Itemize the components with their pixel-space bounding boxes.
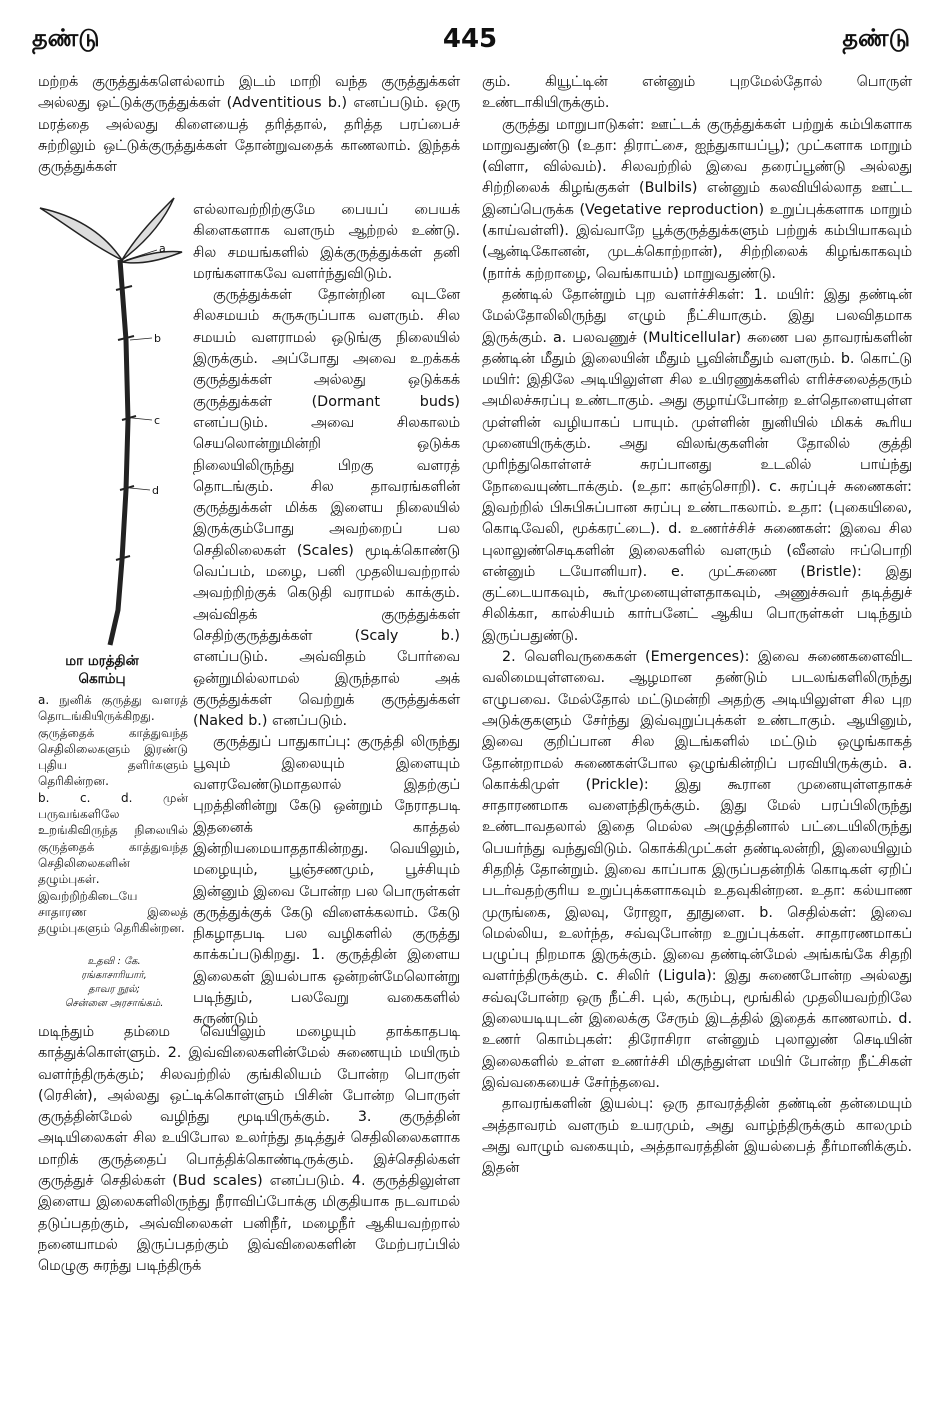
credit-line: ரங்காசாரியார், [81,970,147,981]
mango-branch-illustration [22,190,190,650]
mango-branch-figure [22,190,190,650]
figure-label-d: d [152,484,159,497]
page-header [0,24,940,64]
page-number: 445 [442,24,498,54]
credit-line: உதவி : கே. [87,956,141,967]
figure-label-c: c [154,414,161,427]
paragraph: தண்டில் தோன்றும் புற வளர்ச்சிகள்: 1. மயிர்: இது தண்டின் மேல்தோலிலிருந்து எழும் நீட்சியாகும். இது பலவிதமாக இருக்கும். a. பலவணுச் (Multicellular) சுணை பல தாவரங்களின் தண்டின் மீதும் இலையின் மீதும் பூவின்மீதும் வளரும். b. கொட்டு மயிர்: இதிலே அடியிலுள்ள சில உயிரணுக்களில் எரிச்சலைத்தரும் அமிலச்சுரப்பு உண்டாகும். அது குழாய்போன்ற உள்தொளையுள்ள முள்ளின் வழியாகப் பாயும். முள்ளின் நுனியில் மிகக் கூரிய முனையிருக்கும். அது விலங்குகளின் தோலில் குத்தி முரிந்துகொள்ளச் சுரப்பானது உடலில் பாய்ந்து நோவையுண்டாக்கும். (உதா: காஞ்சொறி). c. சுரப்புச் சுணைகள்: இவற்றில் பிசுபிசுப்பான சுரப்பு உண்டாகலாம். உதா: (புகையிலை, கொடிவேலி, மூக்கரட்டை). d. உணர்ச்சிச் சுணைகள்: இவை சில புலாலுண்செடிகளின் இலைகளில் வளரும் (வீனஸ் ஈப்பொறி என்னும் டயோனியா). e. முட்சுணை (Bristle): இது குட்டையாகவும், கூர்முனையுள்ளதாகவும், அணுச்சுவர் தடித்துச் சிலிக்கா, கால்சியம் கார்பனேட் ஆகிய பொருள்கள் படிந்தும் இருப்பதுண்டு. [482,286,912,644]
paragraph: குருத்துக்கள் தோன்றின வுடனே சிலசமயம் சுருசுருப்பாக வளரும். சில சமயம் வளராமல் ஒடுங்கு நிலையில் இருக்கும். அப்போது அவை உறக்கக் குருத்துக்கள் அல்லது ஒடுக்கக் குருத்துக்கள் (Dormant buds) எனப்படும். அவை சிலகாலம் செயலொன்றுமின்றி ஒடுக்க நிலையிலிருந்து பிறகு வளரத் தொடங்கும். சில தாவரங்களின் குருத்துக்கள் மிக்க இளைய நிலையில் இருக்கும்போது அவற்றைப் பல செதிலிலைகள் (Scales) மூடிக்கொண்டு வெப்பம், மழை, பனி முதலியவற்றால் அவற்றிற்குக் கெடுதி வராமல் காக்கும். அவ்விதக் குருத்துக்கள் செதிற்குருத்துக்கள் (Scaly b.) எனப்படும். அவ்விதம் போர்வை ஒன்றுமில்லாமல் இருந்தால் அக் குருத்துக்கள் வெற்றுக் குருத்துக்கள் (Naked b.) எனப்படும். [193,287,460,730]
caption-bcd: b. c. d. முன் பருவங்களிலே உறங்கிவிருந்த நிலையில் குருத்தைக் காத்துவந்த செதிலிலைகளின் தழும்புகள். இவற்றிற்கிடையே சாதாரண இலைத் தழும்புகளும் தெரிகின்றன. [38,790,188,936]
paragraph: மற்றக் குருத்துக்களெல்லாம் இடம் மாறி வந்த குருத்துக்கள் அல்லது ஒட்டுக்குருத்துக்கள் (Adventitious b.) எனப்படும். ஒரு மரத்தை அல்லது கிளையைத் தரித்தால், தரித்த பரப்பைச் சுற்றிலும் ஒட்டுக்குருத்துக்கள் தோன்றுவதைக் காணலாம். இந்தக் குருத்துக்கள் [38,74,460,176]
paragraph: மடிந்தும் தம்மை வெயிலும் மழையும் தாக்காதபடி காத்துக்கொள்ளும். 2. இவ்விலைகளின்மேல் சுணையும் மயிரும் வளர்ந்திருக்கும்; சிலவற்றில் குங்கிலியம் போன்ற பொருள் (ரெசின்), அல்லது ஒட்டிக்கொள்ளும் பிசின் போன்ற பொருள் குருத்தின்மேல் வழிந்து மூடியிருக்கும். 3. குருத்தின் அடியிலைகள் சில உயிபோல உலர்ந்து தடித்துச் செதிலிலைகளாக மாறிக் குருத்தைப் பொத்திக்கொண்டிருக்கும். இச்செதில்கள் குருத்துச் செதில்கள் (Bud scales) எனப்படும். 4. குருத்திலுள்ள இளைய இலைகளிலிருந்து நீராவிப்போக்கு மிகுதியாக நடவாமல் தடுப்பதற்கும், அவ்விலைகள் பனிநீர், மழைநீர் ஆகியவற்றால் நனையாமல் இருப்பதற்கும் இவ்விலைகளின் மேற்பரப்பில் மெழுகு சுரந்து படிந்திருக் [38,1024,460,1275]
figure-caption [38,692,188,936]
figure-title-line: மா மரத்தின் [65,653,139,669]
figure-label-a: a [159,242,166,255]
left-column-top [38,72,460,178]
credit-line: தாவர நூல்; [88,984,140,995]
left-column-middle [193,200,460,1031]
left-column-bottom [38,1022,460,1278]
paragraph: 2. வெளிவருகைகள் (Emergences): இவை சுணைகளைவிட வலிமையுள்ளவை. ஆழமான தண்டும் படலங்களிலிருந்து எழுபவை. மேல்தோல் மட்டுமன்றி அதற்கு அடியிலுள்ள சில புற அடுக்குகளும் சேர்ந்து இவ்வுறுப்புக்கள் உண்டாகும். ஆயினும், இவை குறிப்பான சில இடங்களில் மட்டும் ஒழுங்காகத் தோன்றாமல் சுணைகள்போல ஒழுங்கின்றிப் பரவியிருக்கும். a. கொக்கிமுள் (Prickle): இது கூரான முனையுள்ளதாகச் சாதாரணமாக வளைந்திருக்கும். இது மேல் பரப்பிலிருந்து உண்டாவதலால் இதை மெல்ல அழுத்தினால் பட்டையிலிருந்து பெயர்ந்து வந்துவிடும். கொக்கிமுட்கள் தண்டிலன்றி, இலையிலும் சிதறித் தோன்றும். இவை காப்பாக இருப்பதன்றிக் கொடிகள் ஏறிப் படர்வதற்குரிய உறுப்புக்களாகவும் உதவுகின்றன. உதா: கல்யாண முருங்கை, இலவு, ரோஜா, தூதுளை. b. செதில்கள்: இவை மெல்லிய, உலர்ந்த, சவ்வுபோன்ற உறுப்புக்கள். சாதாரணமாகப் பழுப்பு நிறமாக இருக்கும். இவை தண்டின்மேல் அங்கங்கே சிதறி வளர்ந்திருக்கும். c. சிலிர் (Ligula): இது சுணைபோன்ற அல்லது சவ்வுபோன்ற ஒரு நீட்சி. புல், கரும்பு, மூங்கில் முதலியவற்றிலே இலையடியுடன் இலைக்கு சேரும் இடத்தில் இதைக் காணலாம். d. உணர் கொம்புகள்: திரோசிரா என்னும் புலாலுண் செடியின் இலைகளில் உள்ள உணர்ச்சி மிகுந்துள்ள மயிர் போன்ற நீட்சிகள் இவ்வகையைச் சேர்ந்தவை. [482,649,912,1091]
figure-title-line: கொம்பு [78,671,126,687]
figure-label-b: b [154,332,161,345]
caption-a: a. நுனிக் குருத்து வளரத் தொடங்கியிருக்கிறது. குருத்தைக் காத்துவந்த செதிலிலைகளும் இரண்டு புதிய தளிர்களும் தெரிகின்றன. [38,693,188,789]
running-head-left: தண்டு [32,24,100,52]
right-column [482,72,912,1179]
figure-title [22,652,182,688]
paragraph: தாவரங்களின் இயல்பு: ஒரு தாவரத்தின் தண்டின் தன்மையும் அத்தாவரம் வளரும் உயரமும், அது வாழ்ந்திருக்கும் காலமும் அது வாழும் வகையும், அத்தாவரத்தின் இயல்பைத் தீர்மானிக்கும். இதன் [482,1096,912,1177]
figure-credit [38,955,190,1011]
running-head-right: தண்டு [842,24,910,52]
paragraph: கும். கியூட்டின் என்னும் புறமேல்தோல் பொருள் உண்டாகியிருக்கும். [482,74,912,112]
paragraph: குருத்து மாறுபாடுகள்: ஊட்டக் குருத்துக்கள் பற்றுக் கம்பிகளாக மாறுவதுண்டு (உதா: திராட்சை, ஐந்துகாயப்பூ); முட்களாக மாறும் (விளா, வில்வம்). சிலவற்றில் இவை தரைப்பூண்டு அல்லது சிற்றிலைக் கிழங்குகள் (Bulbils) என்னும் கலவியில்லாத ஊட்ட இனப்பெருக்க (Vegetative reproduction) உறுப்புக்களாக மாறும் (காய்வள்ளி). இவ்வாறே பூக்குருத்துக்களும் பற்றுக் கம்பியாகவும் (ஆன்டிகோனன், முடக்கொற்றான்), சிற்றிலைக் கிழங்காகவும் (நார்க் கற்றாழை, வெங்காயம்) மாறுவதுண்டு. [482,116,912,282]
credit-line: சென்னை அரசாங்கம். [64,998,164,1009]
paragraph: எல்லாவற்றிற்குமே பையப் பையக் கிளைகளாக வளரும் ஆற்றல் உண்டு. சில சமயங்களில் இக்குருத்துக்கள் தனி மரங்களாகவே வளர்ந்துவிடும். [193,202,460,282]
paragraph: குருத்துப் பாதுகாப்பு: குருத்தி லிருந்து பூவும் இலையும் இளையும் வளரவேண்டுமாதலால் இதற்குப் புறத்தினின்று கேடு ஒன்றும் நேராதபடி இதனைக் காத்தல் இன்றியமையாததாகின்றது. வெயிலும், மழையும், பூஞ்சணமும், பூச்சியும் இன்னும் இவை போன்ற பல பொருள்கள் குருத்துக்குக் கேடு விளைக்கலாம். கேடு நிகழாதபடி பல வழிகளில் குருத்து காக்கப்படுகிறது. 1. குருத்தின் இளைய இலைகள் இயல்பாக ஒன்றன்மேலொன்று படிந்தும், பலவேறு வகைகளில் சுருண்டும் [193,734,460,1028]
